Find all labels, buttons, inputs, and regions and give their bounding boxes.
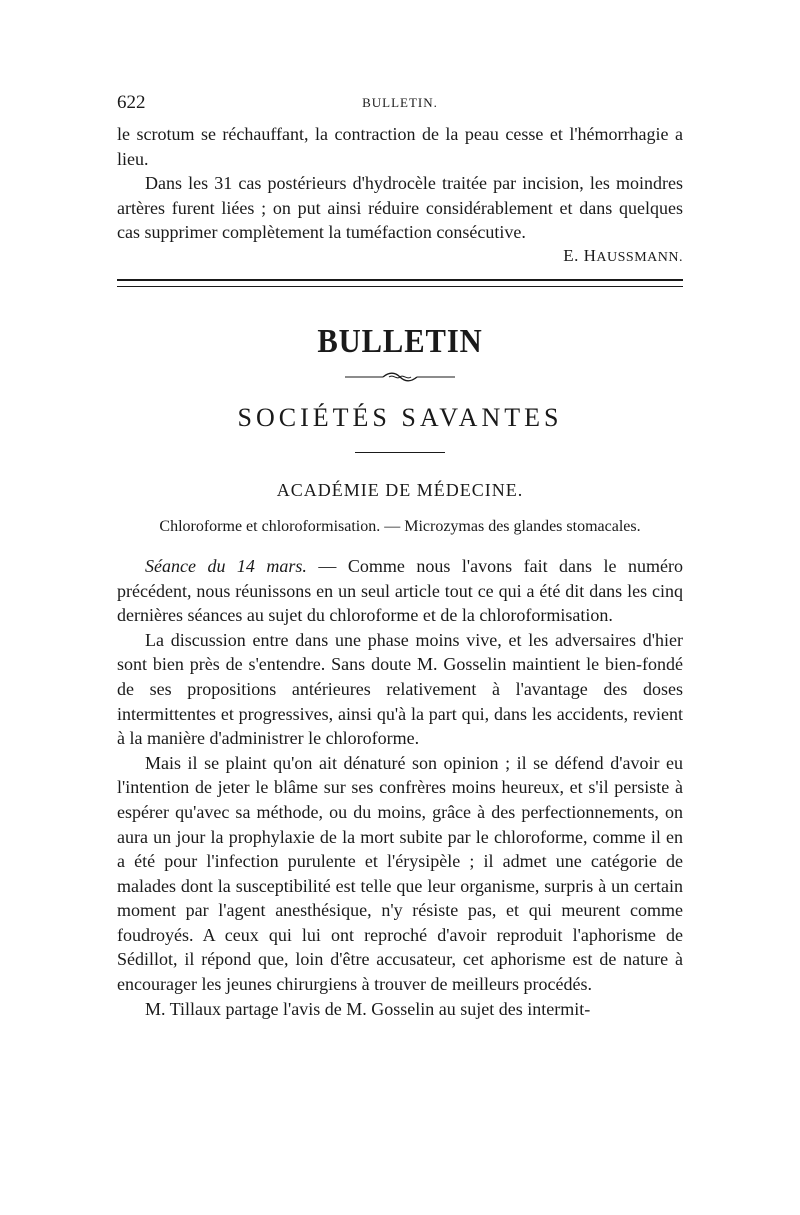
paragraph: M. Tillaux partage l'avis de M. Gosselin au sujet des intermit- (145, 998, 591, 1019)
short-divider (355, 452, 445, 453)
running-title: BULLETIN. (362, 95, 438, 110)
ornament-divider (345, 372, 455, 382)
signature-small-caps: AUSSMANN. (596, 249, 683, 265)
previous-article-end (117, 122, 683, 269)
subject-line: Chloroforme et chloroformisation. — Microzymas des glandes stomacales. (159, 517, 641, 535)
paragraph: La discussion entre dans une phase moins vive, et les adversaires d'hier sont bien près de s'entendre. Sans doute M. Gosselin maintient le bien-fondé de ses propositions antérieures relativement à l'avantage des doses intermittentes et progressives, ainsi qu'à la part qui, dans les accidents, revient à la manière d'administrer le chloroforme. (117, 629, 683, 749)
section-divider (117, 279, 683, 287)
signature-initial: E. H (563, 245, 597, 265)
paragraph-text: — Comme nous l'avons fait dans le numéro précédent, nous réunissons en un seul article tout ce qui a été dit dans les cinq dernières séances au sujet du chloroforme et de la chloroformisation. (117, 555, 683, 626)
author-signature (117, 245, 683, 269)
page-number: 622 (117, 92, 146, 113)
running-head (117, 92, 683, 122)
academy-heading: ACADÉMIE DE MÉDECINE. (276, 479, 524, 500)
section-heading: SOCIÉTÉS SAVANTES (237, 402, 563, 432)
paragraph: Mais il se plaint qu'on ait dénaturé son opinion ; il se défend d'avoir eu l'intention de jeter le blâme sur ses confrères moins heureux, et s'il persiste à espérer qu'avec sa méthode, ou du moins, grâce à des perfectionnements, on aura un jour la prophylaxie de la mort subite par le chloroforme, comme il en a été pour l'infection purulente et l'érysipèle ; il admet une catégorie de malades dont la susceptibilité est telle que leur organisme, surpris à un certain moment par l'agent anesthésique, n'y résiste pas, et qui meurent comme foudroyés. A ceux qui lui ont reproché d'avoir reproduit l'aphorisme de Sédillot, il répond que, loin d'être accusateur, cet aphorisme est de nature à encourager les jeunes chirurgiens à trouver de meilleurs procédés. (117, 752, 683, 995)
bulletin-heading: BULLETIN (317, 322, 483, 360)
seance-label: Séance du 14 mars. (145, 555, 307, 576)
journal-page (117, 92, 683, 1021)
article-body (117, 554, 683, 1021)
paragraph (117, 554, 683, 628)
paragraph: Dans les 31 cas postérieurs d'hydrocèle traitée par incision, les moindres artères furent liées ; on put ainsi réduire considérablement et dans quelques cas supprimer complètement la tuméfaction consécutive. (117, 173, 683, 243)
paragraph: le scrotum se réchauffant, la contraction de la peau cesse et l'hémorrhagie a lieu. (117, 124, 683, 169)
